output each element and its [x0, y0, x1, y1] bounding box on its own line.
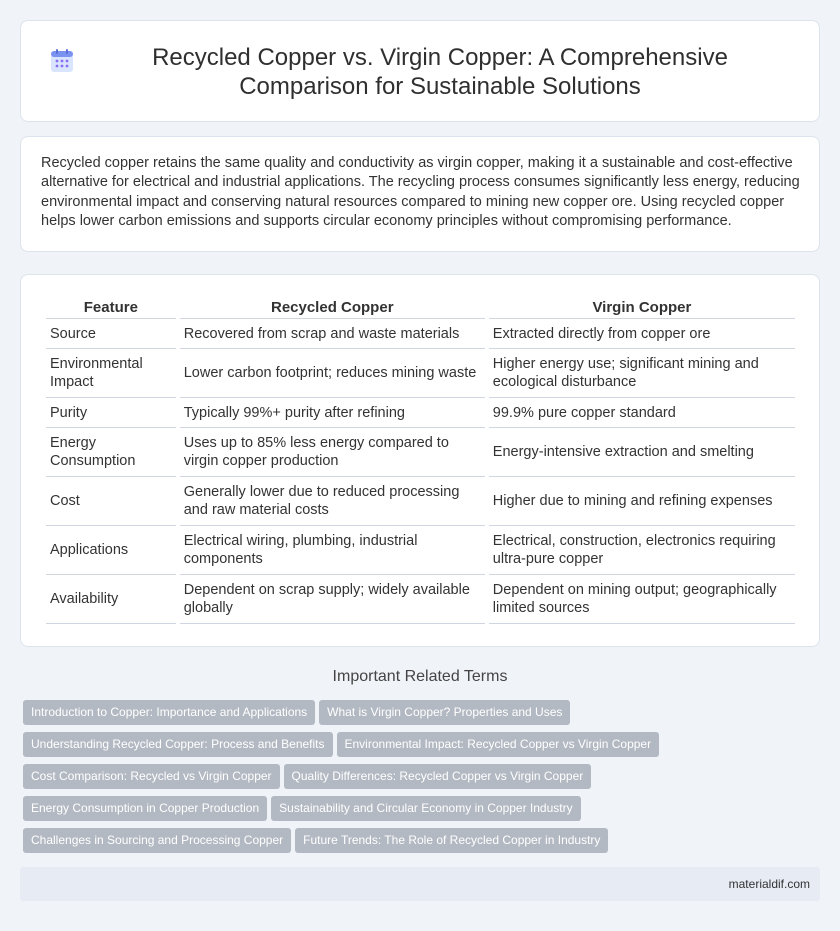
related-terms-heading: Important Related Terms: [332, 668, 508, 685]
table-row: [46, 398, 795, 428]
intro-paragraph: Recycled copper retains the same quality and conductivity as virgin copper, making it a sustainable and cost-effective alternative for electrical and industrial applications. The recycling process consumes significantly less energy, reducing environmental impact and conserving natural resources compared to mining new copper ore. Using recycled copper helps lower carbon emissions and supports circular economy principles without compromising performance.: [41, 155, 800, 230]
table-row: [46, 319, 795, 349]
related-term-link[interactable]: Cost Comparison: Recycled vs Virgin Copper: [23, 764, 280, 789]
virgin-cell: Energy-intensive extraction and smelting: [489, 428, 795, 477]
table-row: [46, 575, 795, 624]
table-row: [46, 526, 795, 575]
header-feature: Feature: [46, 295, 176, 319]
comparison-card: [20, 274, 820, 647]
virgin-cell: Higher energy use; significant mining and ecological disturbance: [489, 349, 795, 398]
related-term-link[interactable]: What is Virgin Copper? Properties and Uses: [319, 700, 570, 725]
feature-cell: Availability: [46, 575, 176, 624]
related-term-link[interactable]: Understanding Recycled Copper: Process and Benefits: [23, 732, 333, 757]
virgin-cell: 99.9% pure copper standard: [489, 398, 795, 428]
recycled-cell: Recovered from scrap and waste materials: [180, 319, 485, 349]
header-recycled-copper: Recycled Copper: [180, 295, 485, 319]
page-title: Recycled Copper vs. Virgin Copper: A Comprehensive Comparison for Sustainable Solutions: [152, 44, 728, 100]
recycled-cell: Uses up to 85% less energy compared to virgin copper production: [180, 428, 485, 477]
header-virgin-copper: Virgin Copper: [489, 295, 795, 319]
recycled-cell: Generally lower due to reduced processing and raw material costs: [180, 477, 485, 526]
site-name[interactable]: materialdif.com: [728, 877, 810, 891]
table-row: [46, 349, 795, 398]
recycled-cell: Electrical wiring, plumbing, industrial components: [180, 526, 485, 575]
feature-cell: Purity: [46, 398, 176, 428]
related-term-link[interactable]: Quality Differences: Recycled Copper vs Virgin Copper: [284, 764, 592, 789]
feature-cell: Source: [46, 319, 176, 349]
feature-cell: Energy Consumption: [46, 428, 176, 477]
feature-cell: Applications: [46, 526, 176, 575]
intro-card: [20, 136, 820, 252]
virgin-cell: Dependent on mining output; geographically limited sources: [489, 575, 795, 624]
table-row: [46, 477, 795, 526]
recycled-cell: Dependent on scrap supply; widely available globally: [180, 575, 485, 624]
title-card: [20, 20, 820, 122]
related-term-link[interactable]: Future Trends: The Role of Recycled Copper in Industry: [295, 828, 608, 853]
virgin-cell: Electrical, construction, electronics requiring ultra-pure copper: [489, 526, 795, 575]
feature-cell: Cost: [46, 477, 176, 526]
related-term-link[interactable]: Challenges in Sourcing and Processing Copper: [23, 828, 291, 853]
comparison-table: [42, 295, 799, 624]
related-term-link[interactable]: Energy Consumption in Copper Production: [23, 796, 267, 821]
table-row: [46, 428, 795, 477]
related-term-link[interactable]: Sustainability and Circular Economy in Copper Industry: [271, 796, 580, 821]
feature-cell: Environmental Impact: [46, 349, 176, 398]
related-terms-list: [23, 700, 823, 860]
recycled-cell: Typically 99%+ purity after refining: [180, 398, 485, 428]
recycled-cell: Lower carbon footprint; reduces mining waste: [180, 349, 485, 398]
table-header-row: [46, 295, 795, 319]
related-term-link[interactable]: Environmental Impact: Recycled Copper vs Virgin Copper: [337, 732, 660, 757]
virgin-cell: Extracted directly from copper ore: [489, 319, 795, 349]
related-term-link[interactable]: Introduction to Copper: Importance and Applications: [23, 700, 315, 725]
virgin-cell: Higher due to mining and refining expenses: [489, 477, 795, 526]
footer: [20, 867, 820, 901]
